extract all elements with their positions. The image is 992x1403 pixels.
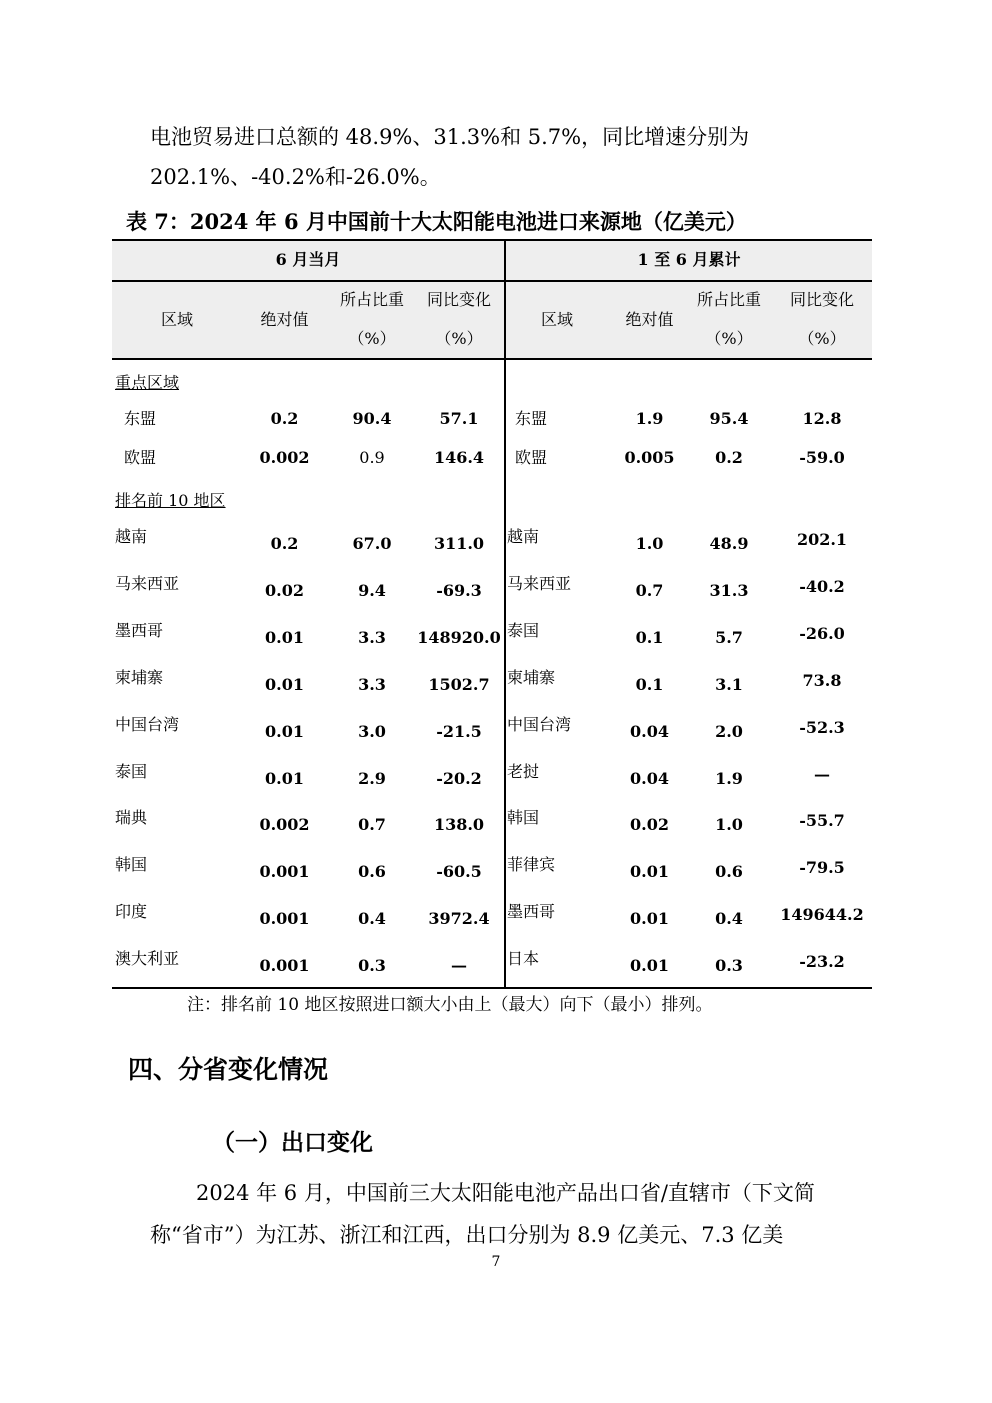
region-cell: 韩国 <box>507 808 540 828</box>
yoy-cell: -59.0 <box>799 448 845 467</box>
value-cell: 0.002 <box>259 815 310 835</box>
group-header-rule <box>112 280 872 282</box>
region-cell: 欧盟 <box>124 448 157 467</box>
value-cell: 1.9 <box>635 409 664 428</box>
share-cell: 67.0 <box>352 534 392 553</box>
col-header-yoy: 同比变化 <box>789 290 854 309</box>
value-cell: 0.01 <box>265 627 304 647</box>
yoy-cell: -69.3 <box>436 580 482 600</box>
col-header-value: 绝对值 <box>260 310 309 329</box>
table-top-rule <box>112 239 872 241</box>
share-cell: 0.4 <box>715 909 743 929</box>
yoy-cell: 146.4 <box>433 448 485 467</box>
col-header-share: 所占比重 <box>339 290 404 309</box>
region-cell: 日本 <box>507 949 540 969</box>
section-label-key-regions: 重点区域 <box>115 373 180 392</box>
region-cell: 泰国 <box>507 620 540 640</box>
col-header-share-unit: （%） <box>348 329 396 348</box>
col-header-value: 绝对值 <box>625 310 674 329</box>
value-cell: 0.02 <box>265 580 304 600</box>
value-cell: 0.7 <box>635 580 664 600</box>
share-cell: 0.6 <box>358 862 386 882</box>
region-cell: 东盟 <box>515 409 548 428</box>
yoy-cell: -52.3 <box>799 717 845 737</box>
subheading: （一）出口变化 <box>212 1129 373 1156</box>
share-cell: 5.7 <box>715 627 743 647</box>
table-note: 注：排名前 10 地区按照进口额大小由上（最大）向下（最小）排列。 <box>187 995 713 1015</box>
yoy-cell: -23.2 <box>799 952 845 972</box>
region-cell: 越南 <box>507 527 540 546</box>
value-cell: 0.04 <box>630 721 669 741</box>
yoy-cell: — <box>814 764 830 784</box>
yoy-cell: -60.5 <box>436 862 482 882</box>
region-cell: 中国台湾 <box>115 714 180 734</box>
share-cell: 31.3 <box>709 580 749 600</box>
region-cell: 柬埔寨 <box>115 667 164 687</box>
yoy-cell: 138.0 <box>433 815 485 835</box>
value-cell: 0.005 <box>624 448 675 467</box>
group-header-cumulative: 1 至 6 月累计 <box>637 250 741 269</box>
section-label-top-10: 排名前 10 地区 <box>115 491 226 510</box>
yoy-cell: -26.0 <box>799 623 845 643</box>
value-cell: 0.001 <box>259 909 310 929</box>
value-cell: 0.01 <box>630 909 669 929</box>
yoy-cell: — <box>451 956 467 976</box>
yoy-cell: 311.0 <box>433 534 485 553</box>
value-cell: 0.1 <box>635 627 664 647</box>
table-bottom-rule <box>112 987 872 989</box>
region-cell: 澳大利亚 <box>115 949 180 969</box>
value-cell: 0.1 <box>635 674 664 694</box>
table-caption: 表 7：2024 年 6 月中国前十大太阳能电池进口来源地（亿美元） <box>126 209 747 234</box>
yoy-cell: 1502.7 <box>428 674 490 694</box>
share-cell: 3.3 <box>358 674 386 694</box>
region-cell: 中国台湾 <box>507 714 572 734</box>
section-heading: 四、分省变化情况 <box>128 1055 329 1084</box>
share-cell: 0.3 <box>715 956 743 976</box>
col-header-yoy-unit: （%） <box>798 329 846 348</box>
intro-paragraph: 电池贸易进口总额的 48.9%、31.3%和 5.7%，同比增速分别为 202.1%、-40.2%和-26.0%。 <box>150 125 750 189</box>
yoy-cell: -55.7 <box>799 811 845 831</box>
share-cell: 1.0 <box>715 815 743 835</box>
value-cell: 0.01 <box>630 956 669 976</box>
yoy-cell: 57.1 <box>439 409 479 428</box>
share-cell: 0.2 <box>715 448 743 467</box>
share-cell: 0.9 <box>359 448 385 467</box>
share-cell: 3.0 <box>358 721 386 741</box>
value-cell: 1.0 <box>635 534 664 553</box>
region-cell: 菲律宾 <box>507 855 556 875</box>
yoy-cell: 12.8 <box>802 409 842 428</box>
region-cell: 韩国 <box>115 855 148 875</box>
region-cell: 东盟 <box>124 409 157 428</box>
region-cell: 柬埔寨 <box>507 667 556 687</box>
yoy-cell: 3972.4 <box>428 909 490 929</box>
col-header-yoy-unit: （%） <box>435 329 483 348</box>
value-cell: 0.04 <box>630 768 669 788</box>
share-cell: 2.0 <box>715 721 743 741</box>
value-cell: 0.01 <box>265 768 304 788</box>
share-cell: 0.6 <box>715 862 743 882</box>
value-cell: 0.01 <box>265 721 304 741</box>
col-header-region: 区域 <box>540 310 573 329</box>
value-cell: 0.001 <box>259 862 310 882</box>
region-cell: 老挝 <box>507 761 540 781</box>
region-cell: 泰国 <box>115 761 148 781</box>
yoy-cell: -40.2 <box>799 576 845 596</box>
share-cell: 95.4 <box>709 409 749 428</box>
share-cell: 90.4 <box>352 409 392 428</box>
yoy-cell: -21.5 <box>436 721 482 741</box>
col-header-yoy: 同比变化 <box>426 290 491 309</box>
region-cell: 印度 <box>115 902 148 922</box>
region-cell: 瑞典 <box>115 808 148 828</box>
yoy-cell: 202.1 <box>796 530 848 549</box>
value-cell: 0.01 <box>630 862 669 882</box>
value-cell: 0.2 <box>270 534 299 553</box>
yoy-cell: -79.5 <box>799 858 845 878</box>
body-paragraph: 2024 年 6 月，中国前三大太阳能电池产品出口省/直辖市（下文简称“省市”）为江苏、浙江和江西，出口分别为 8.9 亿美元、7.3 亿美 <box>150 1181 815 1247</box>
share-cell: 3.1 <box>715 674 743 694</box>
value-cell: 0.002 <box>259 448 310 467</box>
import-sources-table <box>112 239 872 989</box>
col-header-share-unit: （%） <box>705 329 753 348</box>
share-cell: 48.9 <box>709 534 749 553</box>
yoy-cell: -20.2 <box>436 768 482 788</box>
group-header-monthly: 6 月当月 <box>275 250 341 269</box>
page-number: 7 <box>491 1254 501 1270</box>
region-cell: 墨西哥 <box>507 902 556 922</box>
region-cell: 欧盟 <box>515 448 548 467</box>
column-header-rule <box>112 358 872 360</box>
half-divider <box>504 239 506 989</box>
share-cell: 3.3 <box>358 627 386 647</box>
value-cell: 0.2 <box>270 409 299 428</box>
yoy-cell: 73.8 <box>802 670 842 690</box>
col-header-region: 区域 <box>160 310 193 329</box>
yoy-cell: 149644.2 <box>780 905 864 925</box>
col-header-share: 所占比重 <box>696 290 761 309</box>
share-cell: 9.4 <box>358 580 386 600</box>
value-cell: 0.01 <box>265 674 304 694</box>
share-cell: 0.3 <box>358 956 386 976</box>
region-cell: 马来西亚 <box>507 573 572 593</box>
region-cell: 越南 <box>115 527 148 546</box>
share-cell: 0.4 <box>358 909 386 929</box>
share-cell: 1.9 <box>715 768 743 788</box>
region-cell: 墨西哥 <box>115 620 164 640</box>
value-cell: 0.001 <box>259 956 310 976</box>
share-cell: 2.9 <box>358 768 386 788</box>
yoy-cell: 148920.0 <box>417 627 501 647</box>
region-cell: 马来西亚 <box>115 573 180 593</box>
value-cell: 0.02 <box>630 815 669 835</box>
share-cell: 0.7 <box>358 815 386 835</box>
